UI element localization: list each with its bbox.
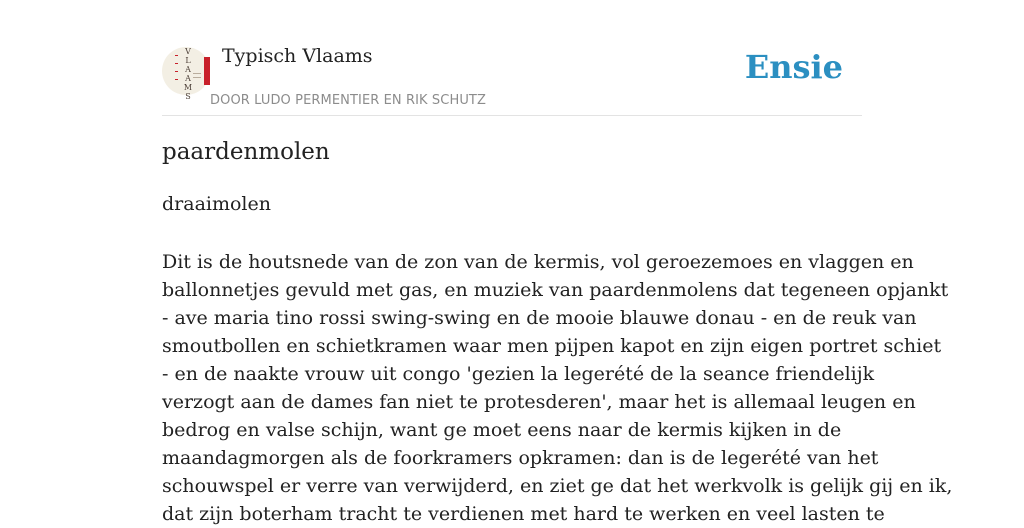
cover-decoration (175, 63, 178, 64)
header (162, 0, 862, 116)
content-column (162, 0, 953, 525)
entry-term: paardenmolen (162, 139, 330, 165)
body-line: bedrog en valse schijn, want ge moet eens naar de kermis kijken in de (162, 419, 842, 441)
book-cover-avatar[interactable] (162, 47, 210, 101)
body-line: - ave maria tino rossi swing-swing en de mooie blauwe donau - en de reuk van (162, 307, 917, 329)
cover-decoration (175, 71, 178, 72)
body-line: - en de naakte vrouw uit congo 'gezien la legerété de la seance friendelijk (162, 363, 875, 385)
book-authors: DOOR LUDO PERMENTIER EN RIK SCHUTZ (210, 93, 486, 108)
cover-decoration (193, 73, 201, 74)
body-line: dat zijn boterham tracht te verdienen met hard te werken en veel lasten te (162, 503, 885, 525)
cover-decoration (175, 55, 178, 56)
body-line: ballonnetjes gevuld met gas, en muziek van paardenmolens dat tegeneen opjankt (162, 279, 949, 301)
cover-lettering: V L A A M S (183, 47, 193, 101)
cover-decoration (193, 77, 201, 78)
entry-definition: draaimolen (162, 193, 271, 215)
book-title[interactable]: Typisch Vlaams (222, 45, 373, 67)
body-line: verzogt aan de dames fan niet te protesderen', maar het is allemaal leugen en (162, 391, 916, 413)
ensie-logo[interactable]: Ensie (744, 48, 843, 86)
body-line: smoutbollen en schietkramen waar men pijpen kapot en zijn eigen portret schiet (162, 335, 942, 357)
body-line: Dit is de houtsnede van de zon van de kermis, vol geroezemoes en vlaggen en (162, 251, 914, 273)
entry-body (162, 248, 953, 528)
body-line: maandagmorgen als de foorkramers opkramen: dan is de legerété van het (162, 447, 879, 469)
body-line: schouwspel er verre van verwijderd, en ziet ge dat het werkvolk is gelijk gij en ik, (162, 475, 953, 497)
cover-decoration (175, 79, 178, 80)
cover-red-band (204, 57, 210, 85)
